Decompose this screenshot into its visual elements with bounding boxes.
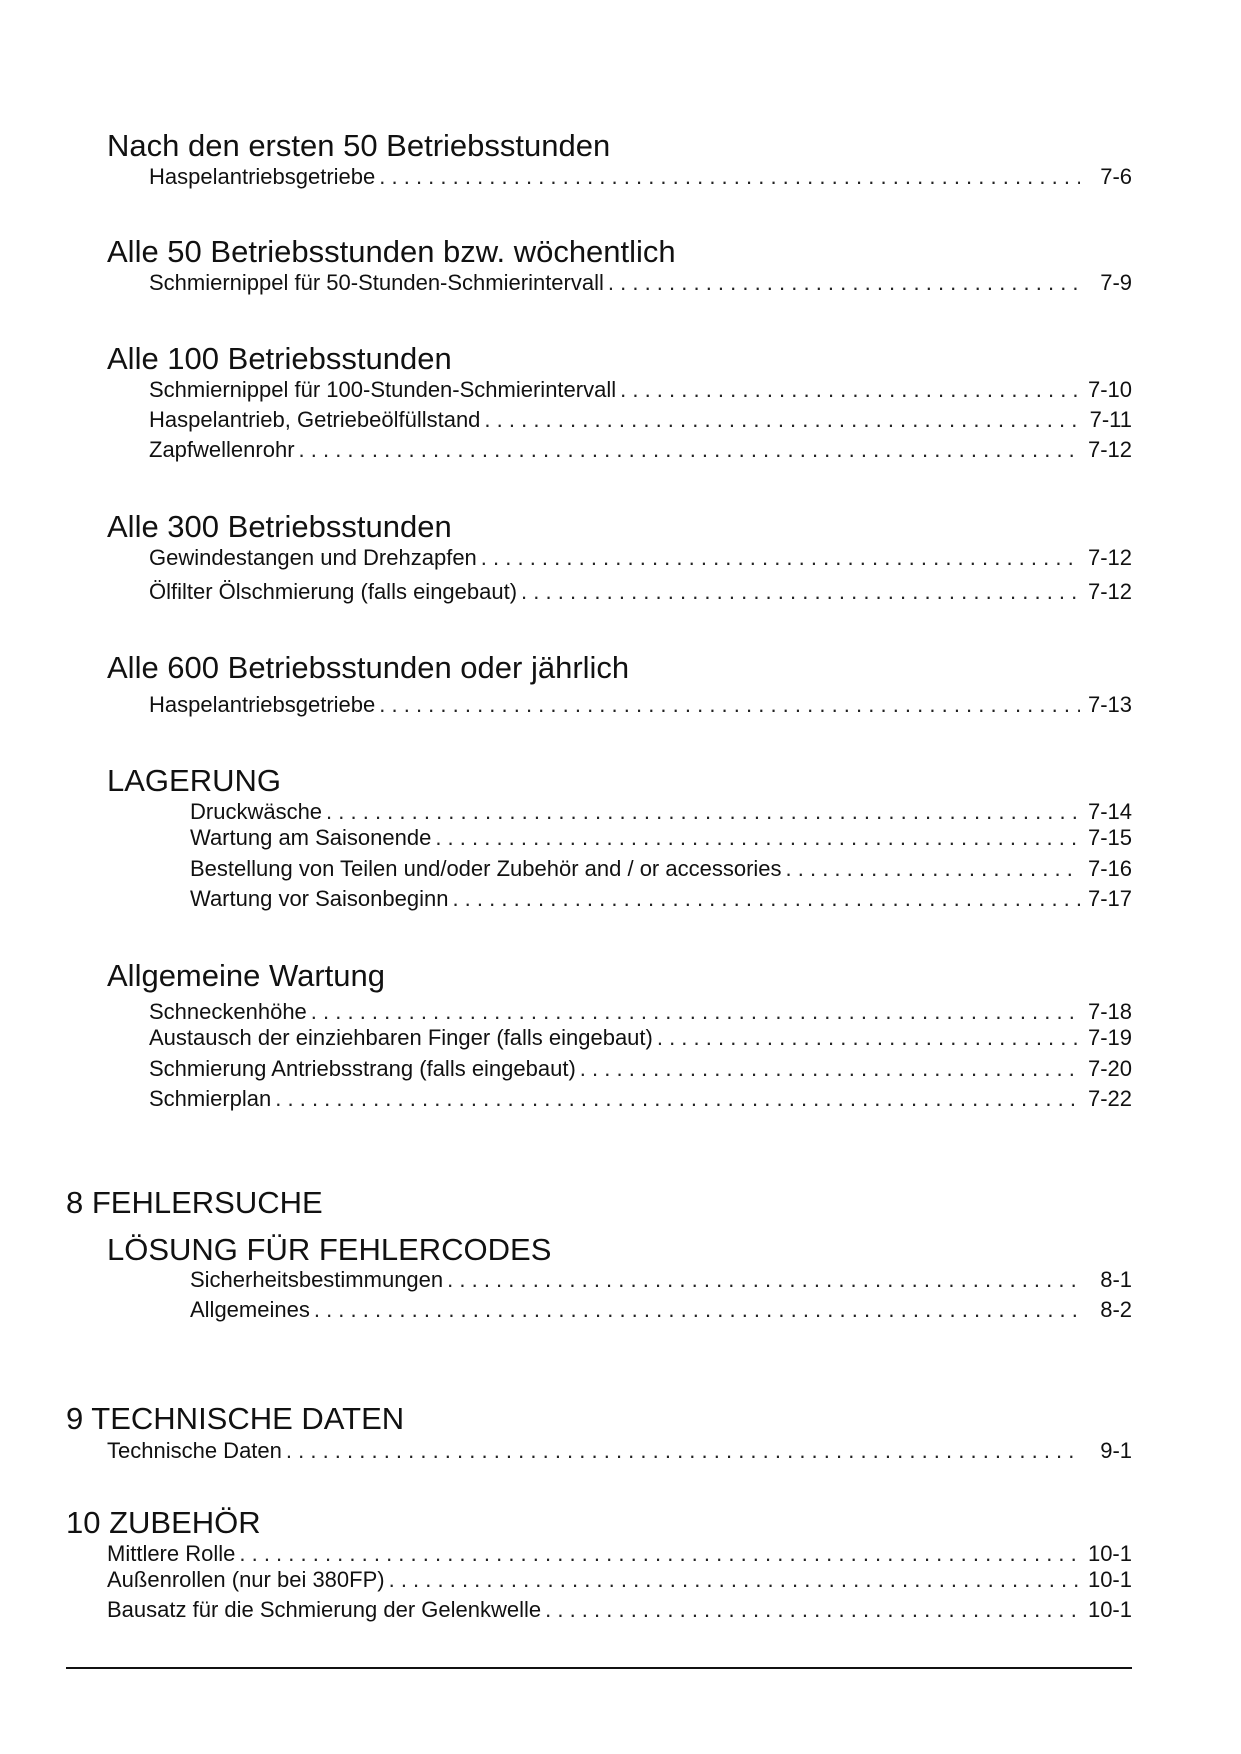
section-heading: Alle 50 Betriebsstunden bzw. wöchentlich — [107, 234, 676, 269]
dot-leader — [484, 407, 1080, 433]
toc-entry[interactable] — [149, 164, 1132, 190]
toc-entry-label: Schmierung Antriebsstrang (falls eingebaut) — [149, 1056, 576, 1081]
toc-entry-label: Bausatz für die Schmierung der Gelenkwelle — [107, 1597, 542, 1622]
dot-leader — [580, 1056, 1080, 1082]
toc-entry[interactable] — [149, 407, 1132, 433]
toc-entry-label: Zapfwellenrohr — [149, 437, 295, 462]
toc-entry-label: Schneckenhöhe — [149, 999, 307, 1024]
toc-entry-page: 7-9 — [1100, 270, 1132, 295]
toc-entry[interactable] — [149, 377, 1132, 403]
toc-entry-page: 9-1 — [1100, 1438, 1132, 1463]
dot-leader — [481, 545, 1080, 571]
toc-entry[interactable] — [149, 270, 1132, 296]
toc-entry-page: 7-13 — [1087, 692, 1132, 717]
toc-entry[interactable] — [190, 856, 1132, 882]
section-heading: LÖSUNG FÜR FEHLERCODES — [107, 1232, 552, 1267]
dot-leader — [608, 270, 1080, 296]
toc-entry-page: 7-22 — [1087, 1086, 1132, 1111]
toc-entry-page: 7-11 — [1089, 407, 1132, 432]
toc-entry-label: Mittlere Rolle — [107, 1541, 236, 1566]
toc-entry-label: Ölfilter Ölschmierung (falls eingebaut) — [149, 579, 518, 604]
dot-leader — [452, 886, 1080, 912]
toc-entry[interactable] — [190, 1297, 1132, 1323]
dot-leader — [311, 999, 1080, 1025]
dot-leader — [447, 1267, 1080, 1293]
dot-leader — [275, 1086, 1080, 1112]
section-heading: Alle 300 Betriebsstunden — [107, 509, 452, 544]
toc-entry-label: Wartung am Saisonende — [190, 825, 432, 850]
section-heading: LAGERUNG — [107, 763, 281, 798]
dot-leader — [545, 1597, 1080, 1623]
toc-entry-label: Allgemeines — [190, 1297, 310, 1322]
toc-entry[interactable] — [107, 1438, 1132, 1464]
toc-entry-page: 10-1 — [1087, 1541, 1132, 1566]
toc-entry-page: 8-2 — [1100, 1297, 1132, 1322]
dot-leader — [239, 1541, 1080, 1567]
toc-entry-label: Technische Daten — [107, 1438, 282, 1463]
toc-entry[interactable] — [149, 1025, 1132, 1051]
footer-rule — [66, 1667, 1132, 1669]
toc-entry[interactable] — [190, 825, 1132, 851]
toc-entry-label: Wartung vor Saisonbeginn — [190, 886, 449, 911]
toc-entry-page: 7-19 — [1087, 1025, 1132, 1050]
dot-leader — [786, 856, 1080, 882]
toc-entry[interactable] — [149, 545, 1132, 571]
toc-entry[interactable] — [107, 1597, 1132, 1623]
dot-leader — [299, 437, 1080, 463]
toc-entry-label: Schmierplan — [149, 1086, 272, 1111]
toc-entry-page: 7-12 — [1087, 579, 1132, 604]
toc-entry[interactable] — [190, 1267, 1132, 1293]
toc-entry-label: Haspelantriebsgetriebe — [149, 692, 376, 717]
section-heading: Alle 100 Betriebsstunden — [107, 341, 452, 376]
chapter-heading: 10 ZUBEHÖR — [66, 1505, 261, 1540]
toc-entry[interactable] — [190, 886, 1132, 912]
section-heading: Alle 600 Betriebsstunden oder jährlich — [107, 650, 630, 685]
toc-entry[interactable] — [149, 437, 1132, 463]
toc-entry[interactable] — [149, 579, 1132, 605]
toc-entry-page: 7-15 — [1087, 825, 1132, 850]
toc-entry-page: 7-17 — [1087, 886, 1132, 911]
toc-entry[interactable] — [149, 692, 1132, 718]
toc-entry-label: Haspelantrieb, Getriebeölfüllstand — [149, 407, 481, 432]
chapter-heading: 8 FEHLERSUCHE — [66, 1185, 323, 1220]
toc-entry-label: Haspelantriebsgetriebe — [149, 164, 376, 189]
toc-entry[interactable] — [149, 999, 1132, 1025]
toc-entry-page: 7-12 — [1087, 437, 1132, 462]
toc-entry[interactable] — [149, 1086, 1132, 1112]
chapter-heading: 9 TECHNISCHE DATEN — [66, 1401, 405, 1436]
section-heading: Allgemeine Wartung — [107, 958, 385, 993]
toc-entry-page: 7-10 — [1087, 377, 1132, 402]
toc-entry-page: 7-16 — [1087, 856, 1132, 881]
toc-entry-page: 7-20 — [1087, 1056, 1132, 1081]
toc-entry[interactable] — [107, 1567, 1132, 1593]
dot-leader — [326, 799, 1080, 825]
dot-leader — [620, 377, 1080, 403]
toc-entry-page: 7-12 — [1087, 545, 1132, 570]
dot-leader — [379, 164, 1080, 190]
toc-entry-page: 7-18 — [1087, 999, 1132, 1024]
section-heading: Nach den ersten 50 Betriebsstunden — [107, 128, 611, 163]
dot-leader — [521, 579, 1080, 605]
dot-leader — [435, 825, 1080, 851]
toc-entry-label: Schmiernippel für 100-Stunden-Schmierintervall — [149, 377, 617, 402]
toc-entry[interactable] — [190, 799, 1132, 825]
toc-entry-label: Außenrollen (nur bei 380FP) — [107, 1567, 385, 1592]
dot-leader — [286, 1438, 1080, 1464]
toc-entry-page: 10-1 — [1087, 1567, 1132, 1592]
toc-entry-page: 8-1 — [1100, 1267, 1132, 1292]
dot-leader — [314, 1297, 1080, 1323]
toc-entry[interactable] — [149, 1056, 1132, 1082]
toc-entry-page: 7-14 — [1087, 799, 1132, 824]
toc-entry-label: Druckwäsche — [190, 799, 323, 824]
toc-entry-page: 7-6 — [1100, 164, 1132, 189]
toc-entry-label: Schmiernippel für 50-Stunden-Schmierintervall — [149, 270, 604, 295]
toc-entry[interactable] — [107, 1541, 1132, 1567]
dot-leader — [657, 1025, 1080, 1051]
toc-entry-page: 10-1 — [1087, 1597, 1132, 1622]
toc-entry-label: Sicherheitsbestimmungen — [190, 1267, 444, 1292]
dot-leader — [379, 692, 1080, 718]
dot-leader — [389, 1567, 1080, 1593]
toc-entry-label: Bestellung von Teilen und/oder Zubehör and / or accessories — [190, 856, 782, 881]
toc-entry-label: Austausch der einziehbaren Finger (falls eingebaut) — [149, 1025, 653, 1050]
toc-entry-label: Gewindestangen und Drehzapfen — [149, 545, 477, 570]
